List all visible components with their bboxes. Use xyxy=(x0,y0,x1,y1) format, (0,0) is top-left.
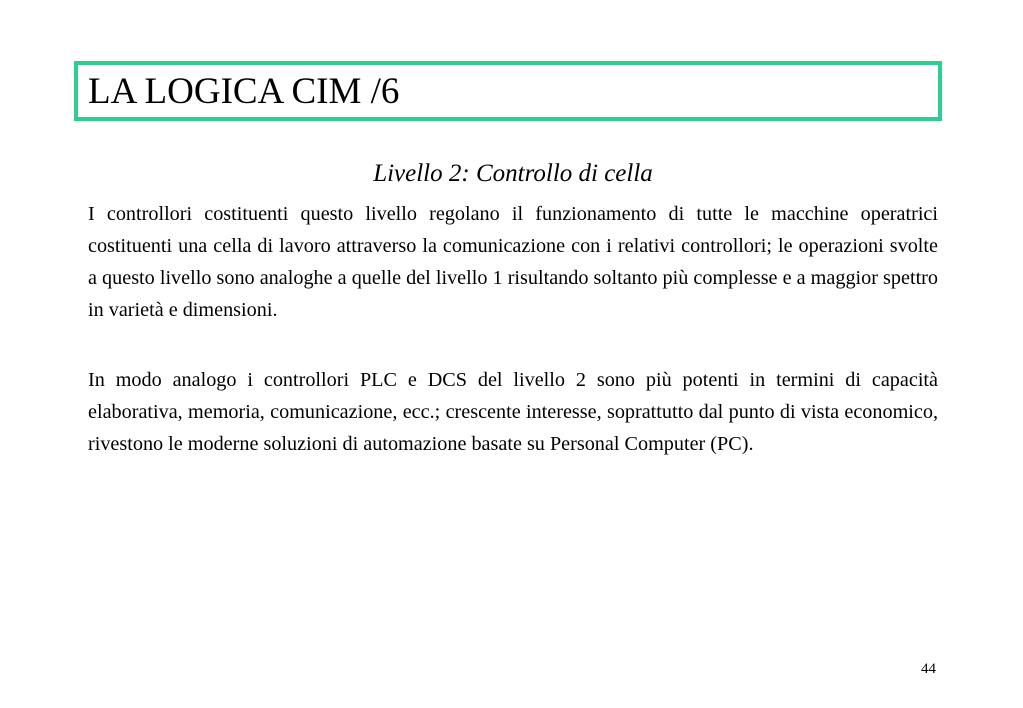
title-box xyxy=(74,61,942,121)
slide-subtitle: Livello 2: Controllo di cella xyxy=(373,160,653,187)
body-paragraph-2: In modo analogo i controllori PLC e DCS del livello 2 sono più potenti in termini di capacità elaborativa, memoria, comunicazione, ecc.; crescente interesse, soprattutto dal punto di vista economico, rivestono le moderne soluzioni di automazione basate su Personal Computer (PC). xyxy=(88,369,938,455)
page-number: 44 xyxy=(921,661,936,677)
slide-title: LA LOGICA CIM /6 xyxy=(88,70,400,112)
body-paragraph-1: I controllori costituenti questo livello regolano il funzionamento di tutte le macchine operatrici costituenti una cella di lavoro attraverso la comunicazione con i relativi controllori; le operazioni svolte a questo livello sono analoghe a quelle del livello 1 risultando soltanto più complesse e a maggior spettro in varietà e dimensioni. xyxy=(88,203,938,321)
